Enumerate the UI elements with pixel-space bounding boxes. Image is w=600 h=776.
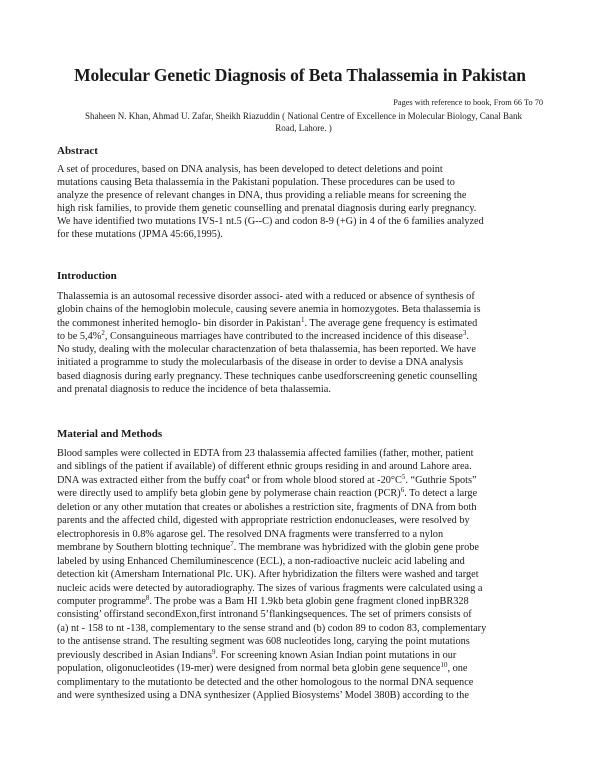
- methods-heading: Material and Methods: [57, 428, 163, 440]
- paper-title: Molecular Genetic Diagnosis of Beta Thalassemia in Pakistan: [74, 65, 526, 85]
- abstract-body: [57, 163, 553, 241]
- methods-line: population, oligonucleotides (19-mer) were designed from normal beta globin gene sequence$^{10}$, one: [57, 661, 468, 675]
- pages-reference: Pages with reference to book, From 66 To 70: [393, 98, 543, 107]
- abstract-line: mutations causing Beta thalassemia in the Pakistani population. These procedures can be used to: [57, 177, 455, 188]
- authors-line: Road, Lahore. ): [275, 122, 332, 133]
- methods-line: and siblings of the patient if available) of different ethnic groups residing in and around Lahore area.: [57, 461, 472, 473]
- abstract-line: for these mutations (JPMA 45:66,1995).: [57, 229, 223, 240]
- abstract-heading: Abstract: [57, 145, 98, 157]
- methods-line: electrophoresis in 0.8% agarose gel. The resolved DNA fragments were transferred to a nylon: [57, 528, 444, 540]
- methods-line: (a) nt - 158 to nt -138, complementary to the sense strand and (b) codon 89 to codon 83, complementary: [57, 622, 487, 634]
- intro-line: to be 5,4%$^2$, Consanguineous marriages have contributed to the increased incidence of this disease$^3$.: [57, 328, 469, 342]
- citation-1: 1: [300, 315, 305, 324]
- intro-line: the commonest inherited hemoglo- bin disorder in Pakistan$^1$. The average gene frequency is estimated: [57, 315, 478, 329]
- intro-line: and prenatal diagnosis to reduce the incidence of beta thalassemia.: [57, 384, 331, 396]
- methods-line: and were synthesized using a DNA synthesizer (Applied Biosystems’ Model 380B) according to the: [57, 690, 469, 702]
- introduction-body: [57, 290, 553, 396]
- methods-line: detection kit (Amersham International Plc. UK). After hybridization the filters were washed and target: [57, 569, 479, 581]
- methods-line: nucleic acids were detected by autoradiography. The sizes of various fragments were calculated using a: [57, 582, 483, 594]
- intro-line: No study, dealing with the molecular charactenzation of beta thalassemia, has been reported. We have: [57, 344, 476, 356]
- methods-body: [57, 447, 553, 703]
- intro-line: Thalassemia is an autosomal recessive disorder associ- ated with a reduced or absence of synthesis of: [57, 291, 475, 302]
- introduction-heading: Introduction: [57, 270, 117, 282]
- abstract-line: A set of procedures, based on DNA analysis, has been developed to detect deletions and point: [57, 164, 443, 175]
- abstract-line: We have identified two mutations IVS-1 nt.5 (G--C) and codon 8-9 (+G) in 4 of the 6 families analyzed: [57, 216, 484, 227]
- authors-affiliation: [60, 111, 547, 134]
- methods-line: were directly used to amplify beta globin gene by polymerase chain reaction (PCR)$^6$. To detect a large: [57, 486, 478, 500]
- citation-3: 3: [462, 328, 467, 337]
- citation-10: 10: [440, 661, 448, 670]
- intro-line: based diagnosis during early pregnancy. These techniques canbe usedforscreening genetic counselling: [57, 370, 478, 382]
- citation-9: 9: [212, 647, 216, 656]
- methods-line: parents and the affected child, digested with appropriate restriction endonucleases, were resolved by: [57, 515, 470, 527]
- methods-line: complimentary to the mutationto be detected and the other homologous to the normal DNA sequence: [57, 676, 474, 688]
- methods-line: previously described in Asian Indians$^9$. For screening known Asian Indian point mutations in our: [57, 647, 457, 661]
- citation-8: 8: [145, 593, 150, 602]
- methods-line: to the antisense strand. The resulting segment was 608 nucleotides long, carying the point mutations: [57, 636, 470, 648]
- intro-line: initiated a programme to study the molecularbasis of the disease in order to devise a DNA analysis: [57, 357, 464, 369]
- citation-6: 6: [400, 486, 405, 495]
- abstract-line: high risk families, to provide them genetic counselling and prenatal diagnosis during early pregnancy.: [57, 203, 477, 214]
- methods-line: labeled by using Enhanced Chemiluminescence (ECL), a non-radioactive nucleic acid labeling and: [57, 555, 465, 567]
- citation-4: 4: [245, 472, 250, 481]
- methods-line: membrane by Southern blotting technique$^7$. The membrane was hybridized with the globin gene probe: [57, 540, 479, 554]
- citation-2: 2: [101, 328, 105, 337]
- methods-line: DNA was extracted either from the buffy coat$^4$ or from whole blood stored at $-20^\circ C^5$. “Guthrie Spots”: [57, 472, 477, 486]
- methods-line: computer programme$^8$. The probe was a Bam HI 1.9kb beta globin gene fragment cloned inpBR328: [57, 593, 469, 607]
- abstract-line: analyze the presence of relevant changes in DNA, thus providing a reliable means for screening the: [57, 190, 467, 201]
- citation-5: 5: [401, 472, 406, 481]
- methods-line: Blood samples were collected in EDTA from 23 thalassemia affected families (father, mother, patient: [57, 448, 474, 459]
- citation-7: 7: [230, 540, 234, 549]
- intro-line: globin chains of the hemoglobin molecule, causing severe anemia in homozygotes. Beta thalassemia is: [57, 304, 481, 316]
- methods-line: consisting’ offirstand secondExon,first intronand 5’flankingsequences. The set of primers consists of: [57, 609, 472, 621]
- authors-line: Shaheen N. Khan, Ahmad U. Zafar, Sheikh Riazuddin ( National Centre of Excellence in Molecular Biology, Canal Bank: [85, 111, 522, 121]
- methods-line: deletion or any other mutation that creates or abolishes a restriction site, fragments of DNA from both: [57, 501, 477, 513]
